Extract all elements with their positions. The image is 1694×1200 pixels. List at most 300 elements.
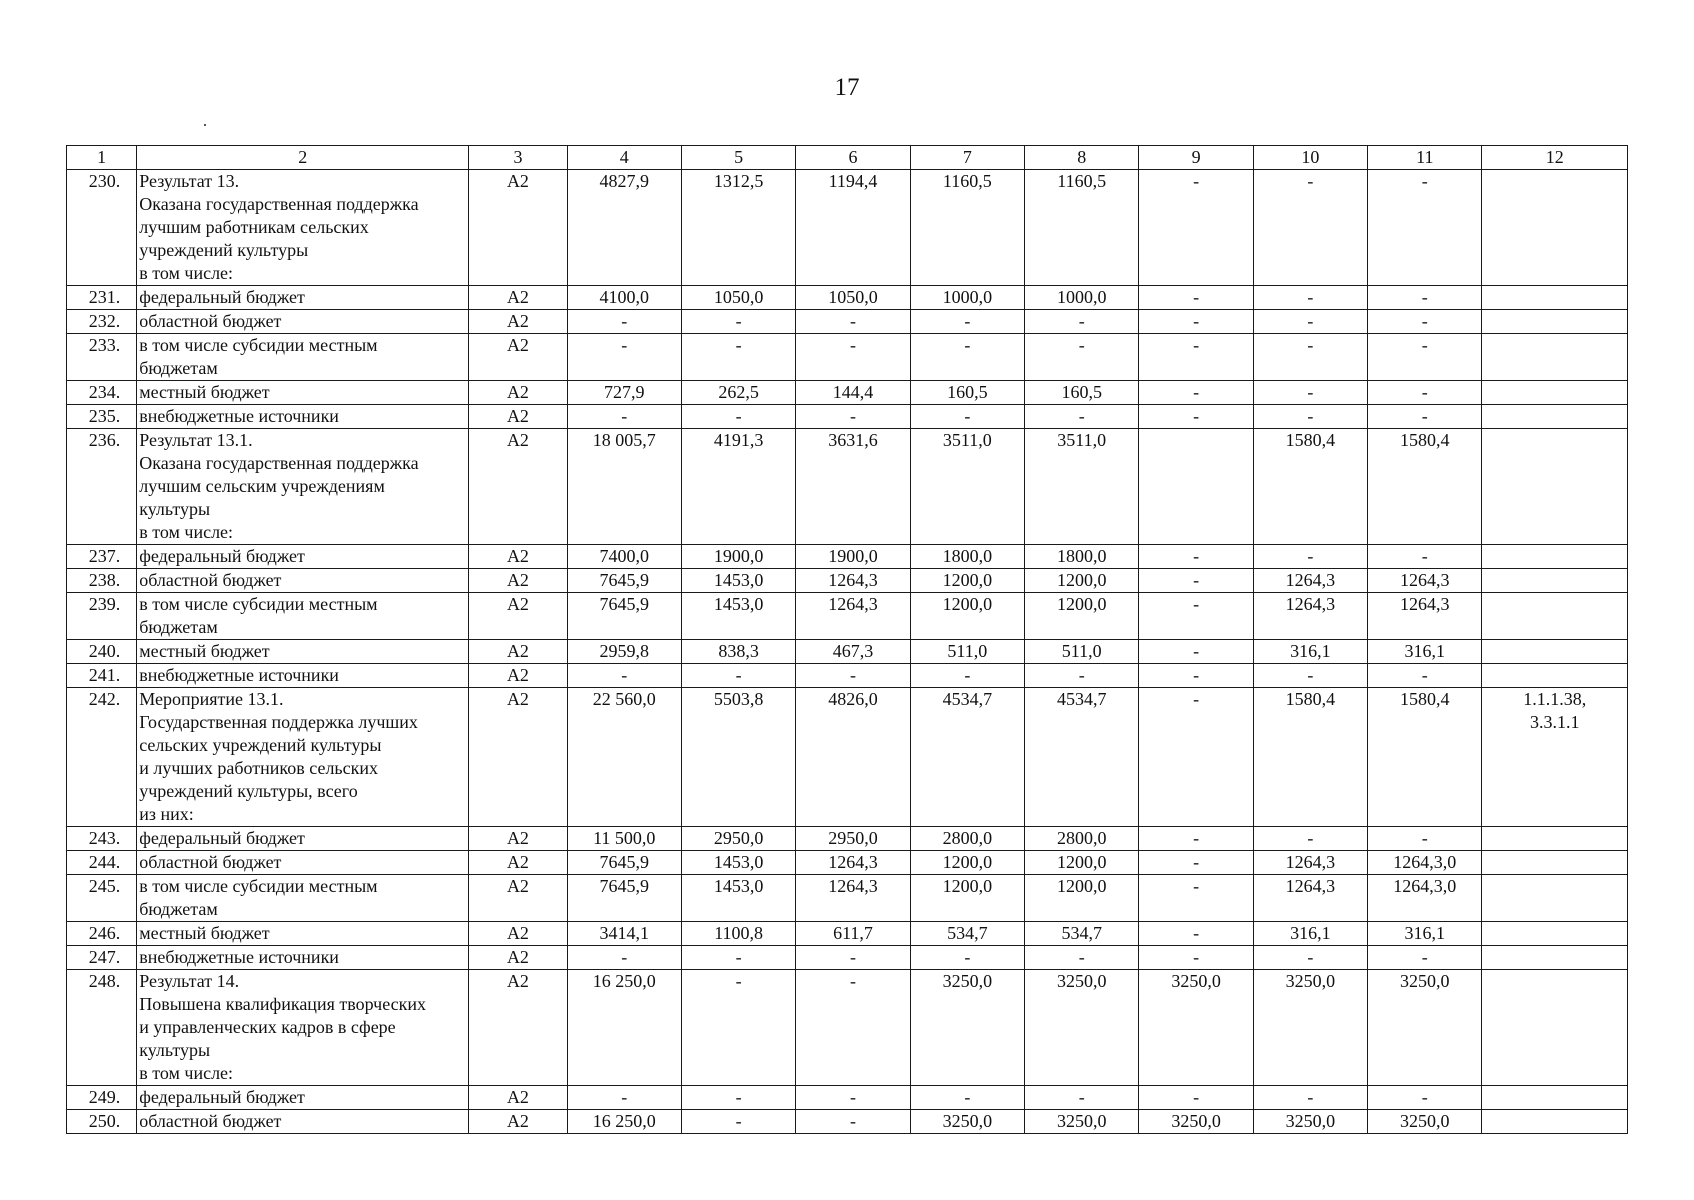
- value-cell-col-10: -: [1253, 286, 1367, 310]
- value-cell-col-6: -: [796, 970, 910, 1086]
- value-cell-col-7: 3250,0: [910, 1110, 1024, 1134]
- table-row: [67, 593, 1628, 640]
- value-cell-col-9: -: [1139, 381, 1253, 405]
- value-cell-col-5: 5503,8: [681, 688, 795, 827]
- table-row: [67, 381, 1628, 405]
- value-cell-col-11: -: [1368, 170, 1482, 286]
- value-cell-col-5: -: [681, 310, 795, 334]
- value-cell-col-9: 3250,0: [1139, 1110, 1253, 1134]
- value-cell-col-8: -: [1025, 664, 1139, 688]
- description-line: Мероприятие 13.1.: [139, 689, 284, 709]
- value-cell-col-11: 3250,0: [1368, 1110, 1482, 1134]
- row-number: 237.: [67, 545, 137, 569]
- row-number: 240.: [67, 640, 137, 664]
- value-cell-col-6: 3631,6: [796, 429, 910, 545]
- row-description: [137, 664, 469, 688]
- value-cell-col-11: -: [1368, 381, 1482, 405]
- code-cell: А2: [469, 640, 567, 664]
- code-cell: А2: [469, 569, 567, 593]
- row-number: 248.: [67, 970, 137, 1086]
- value-cell-col-4: -: [567, 946, 681, 970]
- value-cell-col-11: -: [1368, 405, 1482, 429]
- value-cell-col-9: -: [1139, 334, 1253, 381]
- value-cell-col-6: -: [796, 405, 910, 429]
- row-description: [137, 970, 469, 1086]
- value-cell-col-9: -: [1139, 569, 1253, 593]
- table-row: [67, 286, 1628, 310]
- value-cell-col-4: 22 560,0: [567, 688, 681, 827]
- value-cell-col-11: 316,1: [1368, 640, 1482, 664]
- description-line: Результат 13.1.: [139, 430, 253, 450]
- value-cell-col-10: -: [1253, 946, 1367, 970]
- reference-cell: [1482, 286, 1628, 310]
- value-cell-col-8: 3511,0: [1025, 429, 1139, 545]
- column-header-2: 2: [137, 146, 469, 170]
- code-cell: А2: [469, 688, 567, 827]
- value-cell-col-4: -: [567, 334, 681, 381]
- value-cell-col-5: 1100,8: [681, 922, 795, 946]
- value-cell-col-6: -: [796, 664, 910, 688]
- row-description: [137, 640, 469, 664]
- value-cell-col-8: -: [1025, 334, 1139, 381]
- value-cell-col-10: -: [1253, 381, 1367, 405]
- reference-cell: [1482, 569, 1628, 593]
- description-line: учреждений культуры: [139, 240, 309, 260]
- code-cell: А2: [469, 170, 567, 286]
- value-cell-col-11: 316,1: [1368, 922, 1482, 946]
- description-line: культуры: [139, 499, 211, 519]
- row-description: [137, 170, 469, 286]
- row-description: [137, 688, 469, 827]
- value-cell-col-6: -: [796, 310, 910, 334]
- value-cell-col-11: 1264,3,0: [1368, 851, 1482, 875]
- value-cell-col-7: -: [910, 664, 1024, 688]
- reference-cell: [1482, 405, 1628, 429]
- code-cell: А2: [469, 334, 567, 381]
- description-line: культуры: [139, 1040, 211, 1060]
- row-number: 243.: [67, 827, 137, 851]
- reference-cell: [1482, 688, 1628, 827]
- value-cell-col-11: -: [1368, 664, 1482, 688]
- value-cell-col-9: -: [1139, 1086, 1253, 1110]
- value-cell-col-7: 1200,0: [910, 875, 1024, 922]
- table-row: [67, 922, 1628, 946]
- value-cell-col-6: 2950,0: [796, 827, 910, 851]
- code-cell: А2: [469, 545, 567, 569]
- row-description: [137, 1086, 469, 1110]
- value-cell-col-8: 3250,0: [1025, 970, 1139, 1086]
- row-number: 247.: [67, 946, 137, 970]
- value-cell-col-7: 1200,0: [910, 851, 1024, 875]
- description-line: областной бюджет: [139, 1111, 282, 1131]
- row-description: [137, 593, 469, 640]
- reference-cell: [1482, 851, 1628, 875]
- row-description: [137, 310, 469, 334]
- reference-cell: [1482, 640, 1628, 664]
- code-cell: А2: [469, 946, 567, 970]
- value-cell-col-11: -: [1368, 1086, 1482, 1110]
- column-header-5: 5: [681, 146, 795, 170]
- row-description: [137, 569, 469, 593]
- value-cell-col-4: 16 250,0: [567, 1110, 681, 1134]
- description-line: внебюджетные источники: [139, 406, 339, 426]
- value-cell-col-8: 1200,0: [1025, 569, 1139, 593]
- code-cell: А2: [469, 827, 567, 851]
- table-row: [67, 970, 1628, 1086]
- table-row: [67, 569, 1628, 593]
- value-cell-col-6: -: [796, 946, 910, 970]
- value-cell-col-4: 16 250,0: [567, 970, 681, 1086]
- value-cell-col-7: 1800,0: [910, 545, 1024, 569]
- reference-cell: [1482, 429, 1628, 545]
- row-number: 244.: [67, 851, 137, 875]
- description-line: Результат 13.: [139, 171, 240, 191]
- reference-cell: [1482, 381, 1628, 405]
- table-row: [67, 827, 1628, 851]
- value-cell-col-5: -: [681, 334, 795, 381]
- value-cell-col-11: -: [1368, 545, 1482, 569]
- reference-cell: [1482, 310, 1628, 334]
- description-line: областной бюджет: [139, 311, 282, 331]
- value-cell-col-10: -: [1253, 170, 1367, 286]
- table-body: [67, 146, 1628, 1134]
- value-cell-col-11: 1264,3,0: [1368, 875, 1482, 922]
- reference-cell: [1482, 922, 1628, 946]
- value-cell-col-4: 3414,1: [567, 922, 681, 946]
- value-cell-col-6: 144,4: [796, 381, 910, 405]
- value-cell-col-7: 4534,7: [910, 688, 1024, 827]
- description-line: Оказана государственная поддержка: [139, 453, 419, 473]
- value-cell-col-9: -: [1139, 593, 1253, 640]
- page-number: 17: [834, 74, 860, 101]
- value-cell-col-4: 18 005,7: [567, 429, 681, 545]
- value-cell-col-4: 2959,8: [567, 640, 681, 664]
- table-row: [67, 334, 1628, 381]
- value-cell-col-4: 4827,9: [567, 170, 681, 286]
- value-cell-col-11: -: [1368, 827, 1482, 851]
- table-row: [67, 664, 1628, 688]
- value-cell-col-10: 1264,3: [1253, 593, 1367, 640]
- row-number: 234.: [67, 381, 137, 405]
- value-cell-col-11: -: [1368, 334, 1482, 381]
- description-line: бюджетам: [139, 617, 218, 637]
- value-cell-col-5: 1453,0: [681, 569, 795, 593]
- code-cell: А2: [469, 429, 567, 545]
- reference-cell: [1482, 593, 1628, 640]
- value-cell-col-4: -: [567, 310, 681, 334]
- value-cell-col-9: -: [1139, 827, 1253, 851]
- value-cell-col-10: 1264,3: [1253, 851, 1367, 875]
- value-cell-col-11: 3250,0: [1368, 970, 1482, 1086]
- column-header-12: 12: [1482, 146, 1628, 170]
- value-cell-col-6: -: [796, 334, 910, 381]
- value-cell-col-10: 1264,3: [1253, 875, 1367, 922]
- column-header-4: 4: [567, 146, 681, 170]
- value-cell-col-4: -: [567, 405, 681, 429]
- value-cell-col-5: 2950,0: [681, 827, 795, 851]
- table-row: [67, 310, 1628, 334]
- reference-cell: [1482, 1086, 1628, 1110]
- reference-cell: [1482, 1110, 1628, 1134]
- value-cell-col-4: 7400,0: [567, 545, 681, 569]
- value-cell-col-6: 611,7: [796, 922, 910, 946]
- value-cell-col-5: -: [681, 1110, 795, 1134]
- row-description: [137, 1110, 469, 1134]
- value-cell-col-9: -: [1139, 688, 1253, 827]
- row-number: 246.: [67, 922, 137, 946]
- description-line: лучшим сельским учреждениям: [139, 476, 385, 496]
- code-cell: А2: [469, 405, 567, 429]
- row-description: [137, 922, 469, 946]
- description-line: Оказана государственная поддержка: [139, 194, 419, 214]
- row-number: 239.: [67, 593, 137, 640]
- row-description: [137, 851, 469, 875]
- description-line: в том числе:: [139, 263, 234, 283]
- value-cell-col-10: 316,1: [1253, 640, 1367, 664]
- value-cell-col-11: -: [1368, 286, 1482, 310]
- row-description: [137, 381, 469, 405]
- value-cell-col-7: -: [910, 946, 1024, 970]
- table-row: [67, 946, 1628, 970]
- value-cell-col-5: 1900,0: [681, 545, 795, 569]
- description-line: местный бюджет: [139, 382, 270, 402]
- value-cell-col-8: 1800,0: [1025, 545, 1139, 569]
- row-description: [137, 334, 469, 381]
- description-line: и лучших работников сельских: [139, 758, 379, 778]
- row-number: 241.: [67, 664, 137, 688]
- reference-cell: [1482, 946, 1628, 970]
- description-line: учреждений культуры, всего: [139, 781, 358, 801]
- table-row: [67, 640, 1628, 664]
- row-number: 230.: [67, 170, 137, 286]
- value-cell-col-4: -: [567, 664, 681, 688]
- value-cell-col-7: 160,5: [910, 381, 1024, 405]
- value-cell-col-7: 511,0: [910, 640, 1024, 664]
- value-cell-col-10: 1264,3: [1253, 569, 1367, 593]
- value-cell-col-8: -: [1025, 946, 1139, 970]
- reference-cell: [1482, 664, 1628, 688]
- column-header-3: 3: [469, 146, 567, 170]
- value-cell-col-4: 727,9: [567, 381, 681, 405]
- description-line: местный бюджет: [139, 641, 270, 661]
- value-cell-col-5: 1453,0: [681, 593, 795, 640]
- value-cell-col-11: -: [1368, 946, 1482, 970]
- description-line: в том числе:: [139, 522, 234, 542]
- code-cell: А2: [469, 286, 567, 310]
- value-cell-col-4: 4100,0: [567, 286, 681, 310]
- code-cell: А2: [469, 664, 567, 688]
- column-header-8: 8: [1025, 146, 1139, 170]
- value-cell-col-4: 7645,9: [567, 851, 681, 875]
- value-cell-col-9: [1139, 429, 1253, 545]
- description-line: областной бюджет: [139, 852, 282, 872]
- value-cell-col-7: -: [910, 1086, 1024, 1110]
- value-cell-col-11: 1580,4: [1368, 429, 1482, 545]
- table-row: [67, 1110, 1628, 1134]
- row-number: 242.: [67, 688, 137, 827]
- value-cell-col-5: 262,5: [681, 381, 795, 405]
- value-cell-col-6: 1264,3: [796, 569, 910, 593]
- value-cell-col-8: -: [1025, 405, 1139, 429]
- value-cell-col-11: -: [1368, 310, 1482, 334]
- reference-cell: [1482, 875, 1628, 922]
- value-cell-col-11: 1580,4: [1368, 688, 1482, 827]
- row-number: 250.: [67, 1110, 137, 1134]
- value-cell-col-9: -: [1139, 640, 1253, 664]
- value-cell-col-9: -: [1139, 851, 1253, 875]
- description-line: федеральный бюджет: [139, 287, 305, 307]
- value-cell-col-5: 838,3: [681, 640, 795, 664]
- value-cell-col-9: -: [1139, 545, 1253, 569]
- table-row: [67, 1086, 1628, 1110]
- value-cell-col-6: 467,3: [796, 640, 910, 664]
- description-line: внебюджетные источники: [139, 947, 339, 967]
- value-cell-col-7: 3511,0: [910, 429, 1024, 545]
- table-row: [67, 429, 1628, 545]
- reference-cell: [1482, 545, 1628, 569]
- value-cell-col-6: 1264,3: [796, 593, 910, 640]
- table-row: [67, 545, 1628, 569]
- row-number: 232.: [67, 310, 137, 334]
- value-cell-col-10: 316,1: [1253, 922, 1367, 946]
- row-number: 233.: [67, 334, 137, 381]
- row-number: 249.: [67, 1086, 137, 1110]
- value-cell-col-7: -: [910, 405, 1024, 429]
- value-cell-col-6: 1194,4: [796, 170, 910, 286]
- value-cell-col-8: 1200,0: [1025, 593, 1139, 640]
- code-cell: А2: [469, 1110, 567, 1134]
- value-cell-col-9: -: [1139, 946, 1253, 970]
- reference-line: 3.3.1.1: [1529, 712, 1580, 732]
- value-cell-col-9: -: [1139, 875, 1253, 922]
- row-description: [137, 286, 469, 310]
- code-cell: А2: [469, 970, 567, 1086]
- row-number: 236.: [67, 429, 137, 545]
- reference-cell: [1482, 970, 1628, 1086]
- description-line: в том числе субсидии местным: [139, 594, 378, 614]
- value-cell-col-7: 1200,0: [910, 569, 1024, 593]
- description-line: федеральный бюджет: [139, 546, 305, 566]
- description-line: местный бюджет: [139, 923, 270, 943]
- value-cell-col-10: -: [1253, 334, 1367, 381]
- table-row: [67, 875, 1628, 922]
- description-line: Результат 14.: [139, 971, 240, 991]
- value-cell-col-11: 1264,3: [1368, 593, 1482, 640]
- column-number-header-row: [67, 146, 1628, 170]
- budget-table: [66, 145, 1628, 1134]
- value-cell-col-7: -: [910, 334, 1024, 381]
- value-cell-col-8: 3250,0: [1025, 1110, 1139, 1134]
- description-line: внебюджетные источники: [139, 665, 339, 685]
- value-cell-col-6: 1264,3: [796, 851, 910, 875]
- value-cell-col-6: -: [796, 1110, 910, 1134]
- description-line: Государственная поддержка лучших: [139, 712, 418, 732]
- value-cell-col-10: 3250,0: [1253, 1110, 1367, 1134]
- reference-cell: [1482, 170, 1628, 286]
- value-cell-col-5: -: [681, 970, 795, 1086]
- value-cell-col-11: 1264,3: [1368, 569, 1482, 593]
- value-cell-col-5: 1312,5: [681, 170, 795, 286]
- row-description: [137, 946, 469, 970]
- value-cell-col-9: -: [1139, 310, 1253, 334]
- description-line: областной бюджет: [139, 570, 282, 590]
- value-cell-col-6: -: [796, 1086, 910, 1110]
- value-cell-col-9: -: [1139, 922, 1253, 946]
- value-cell-col-5: 4191,3: [681, 429, 795, 545]
- description-line: федеральный бюджет: [139, 828, 305, 848]
- value-cell-col-9: -: [1139, 170, 1253, 286]
- value-cell-col-10: 1580,4: [1253, 429, 1367, 545]
- value-cell-col-8: 1200,0: [1025, 851, 1139, 875]
- row-description: [137, 429, 469, 545]
- value-cell-col-8: -: [1025, 1086, 1139, 1110]
- column-header-9: 9: [1139, 146, 1253, 170]
- value-cell-col-4: 7645,9: [567, 569, 681, 593]
- value-cell-col-9: 3250,0: [1139, 970, 1253, 1086]
- description-line: в том числе субсидии местным: [139, 335, 378, 355]
- value-cell-col-8: 1000,0: [1025, 286, 1139, 310]
- row-number: 231.: [67, 286, 137, 310]
- value-cell-col-10: -: [1253, 545, 1367, 569]
- column-header-7: 7: [910, 146, 1024, 170]
- value-cell-col-5: 1453,0: [681, 875, 795, 922]
- code-cell: А2: [469, 922, 567, 946]
- scan-speck: [204, 124, 206, 126]
- value-cell-col-9: -: [1139, 286, 1253, 310]
- column-header-1: 1: [67, 146, 137, 170]
- code-cell: А2: [469, 875, 567, 922]
- value-cell-col-9: -: [1139, 664, 1253, 688]
- table-row: [67, 405, 1628, 429]
- description-line: Повышена квалификация творческих: [139, 994, 427, 1014]
- description-line: федеральный бюджет: [139, 1087, 305, 1107]
- value-cell-col-6: 1264,3: [796, 875, 910, 922]
- value-cell-col-4: 7645,9: [567, 875, 681, 922]
- value-cell-col-8: 2800,0: [1025, 827, 1139, 851]
- code-cell: А2: [469, 593, 567, 640]
- value-cell-col-7: -: [910, 310, 1024, 334]
- row-description: [137, 405, 469, 429]
- value-cell-col-8: 511,0: [1025, 640, 1139, 664]
- code-cell: А2: [469, 1086, 567, 1110]
- value-cell-col-7: 1200,0: [910, 593, 1024, 640]
- value-cell-col-7: 534,7: [910, 922, 1024, 946]
- value-cell-col-7: 3250,0: [910, 970, 1024, 1086]
- code-cell: А2: [469, 851, 567, 875]
- value-cell-col-8: 1160,5: [1025, 170, 1139, 286]
- value-cell-col-10: -: [1253, 1086, 1367, 1110]
- description-line: бюджетам: [139, 899, 218, 919]
- value-cell-col-4: 7645,9: [567, 593, 681, 640]
- value-cell-col-5: -: [681, 1086, 795, 1110]
- value-cell-col-8: 1200,0: [1025, 875, 1139, 922]
- value-cell-col-4: -: [567, 1086, 681, 1110]
- value-cell-col-5: -: [681, 946, 795, 970]
- table-row: [67, 688, 1628, 827]
- value-cell-col-7: 1000,0: [910, 286, 1024, 310]
- value-cell-col-10: -: [1253, 310, 1367, 334]
- value-cell-col-8: 4534,7: [1025, 688, 1139, 827]
- table-row: [67, 851, 1628, 875]
- value-cell-col-6: 1900,0: [796, 545, 910, 569]
- value-cell-col-7: 2800,0: [910, 827, 1024, 851]
- value-cell-col-9: -: [1139, 405, 1253, 429]
- value-cell-col-8: -: [1025, 310, 1139, 334]
- description-line: лучшим работникам сельских: [139, 217, 369, 237]
- value-cell-col-5: -: [681, 664, 795, 688]
- column-header-11: 11: [1368, 146, 1482, 170]
- value-cell-col-7: 1160,5: [910, 170, 1024, 286]
